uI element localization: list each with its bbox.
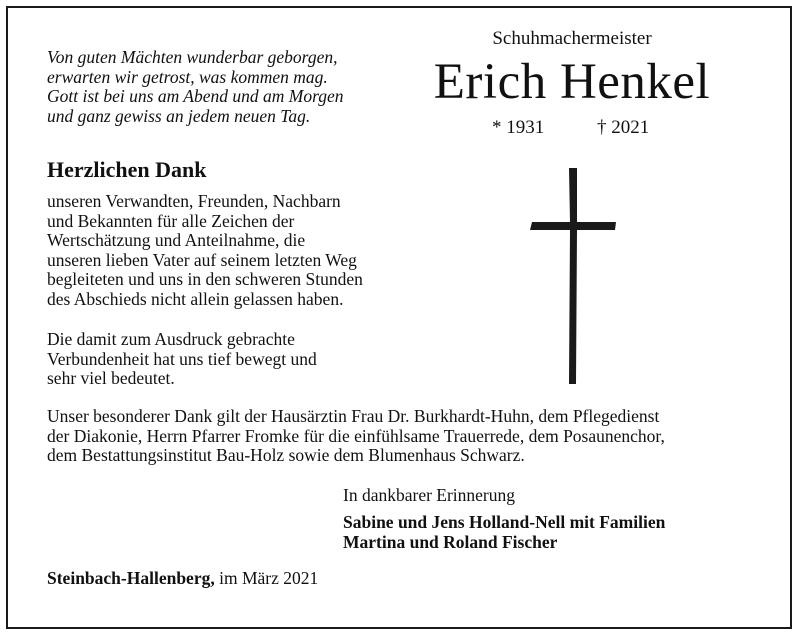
place: Steinbach-Hallenberg, <box>47 568 215 588</box>
text-line: des Abschieds nicht allein gelassen haben. <box>47 288 344 309</box>
death-year: † 2021 <box>597 117 650 138</box>
text-line: der Diakonie, Herrn Pfarrer Fromke für die einfühlsame Trauerrede, dem Posaunenchor, <box>47 425 665 446</box>
text-line: Unser besonderer Dank gilt der Hausärztin Frau Dr. Burkhardt-Huhn, dem Pflegedienst <box>47 406 660 426</box>
poem-line: erwarten wir getrost, was kommen mag. <box>47 66 328 87</box>
thanks-paragraph-3 <box>47 407 665 466</box>
text-line: begleiteten und uns in den schweren Stunden <box>47 269 363 290</box>
text-line: dem Bestattungsinstitut Bau-Holz sowie dem Blumenhaus Schwarz. <box>47 445 525 466</box>
text-line: Die damit zum Ausdruck gebrachte <box>47 329 295 349</box>
mourners <box>343 512 665 552</box>
deceased-profession: Schuhmachermeister <box>492 28 652 49</box>
memory-line: In dankbarer Erinnerung <box>343 485 516 505</box>
mourner-line: Sabine und Jens Holland-Nell mit Familien <box>343 512 666 532</box>
poem-line: und ganz gewiss an jedem neuen Tag. <box>47 105 311 126</box>
text-line: sehr viel bedeutet. <box>47 368 175 389</box>
mourner-line: Martina und Roland Fischer <box>343 532 558 552</box>
poem-line: Gott ist bei uns am Abend und am Morgen <box>47 86 344 106</box>
text-line: unseren lieben Vater auf seinem letzten Weg <box>47 249 357 270</box>
text-line: und Bekannten für alle Zeichen der <box>47 210 295 231</box>
text-line: Verbundenheit hat uns tief bewegt und <box>47 348 317 369</box>
text-line: Wertschätzung und Anteilnahme, die <box>47 230 306 251</box>
place-date <box>47 568 318 589</box>
text-line: unseren Verwandten, Freunden, Nachbarn <box>47 191 341 211</box>
deceased-name: Erich Henkel <box>433 54 711 110</box>
birth-year: * 1931 <box>492 117 545 138</box>
poem-line: Von guten Mächten wunderbar geborgen, <box>47 47 338 67</box>
thanks-paragraph-2 <box>47 330 317 389</box>
date: im März 2021 <box>214 568 319 588</box>
thanks-paragraph-1 <box>47 192 363 310</box>
poem <box>47 48 344 126</box>
thanks-heading: Herzlichen Dank <box>47 157 207 182</box>
cross-icon <box>529 166 619 391</box>
